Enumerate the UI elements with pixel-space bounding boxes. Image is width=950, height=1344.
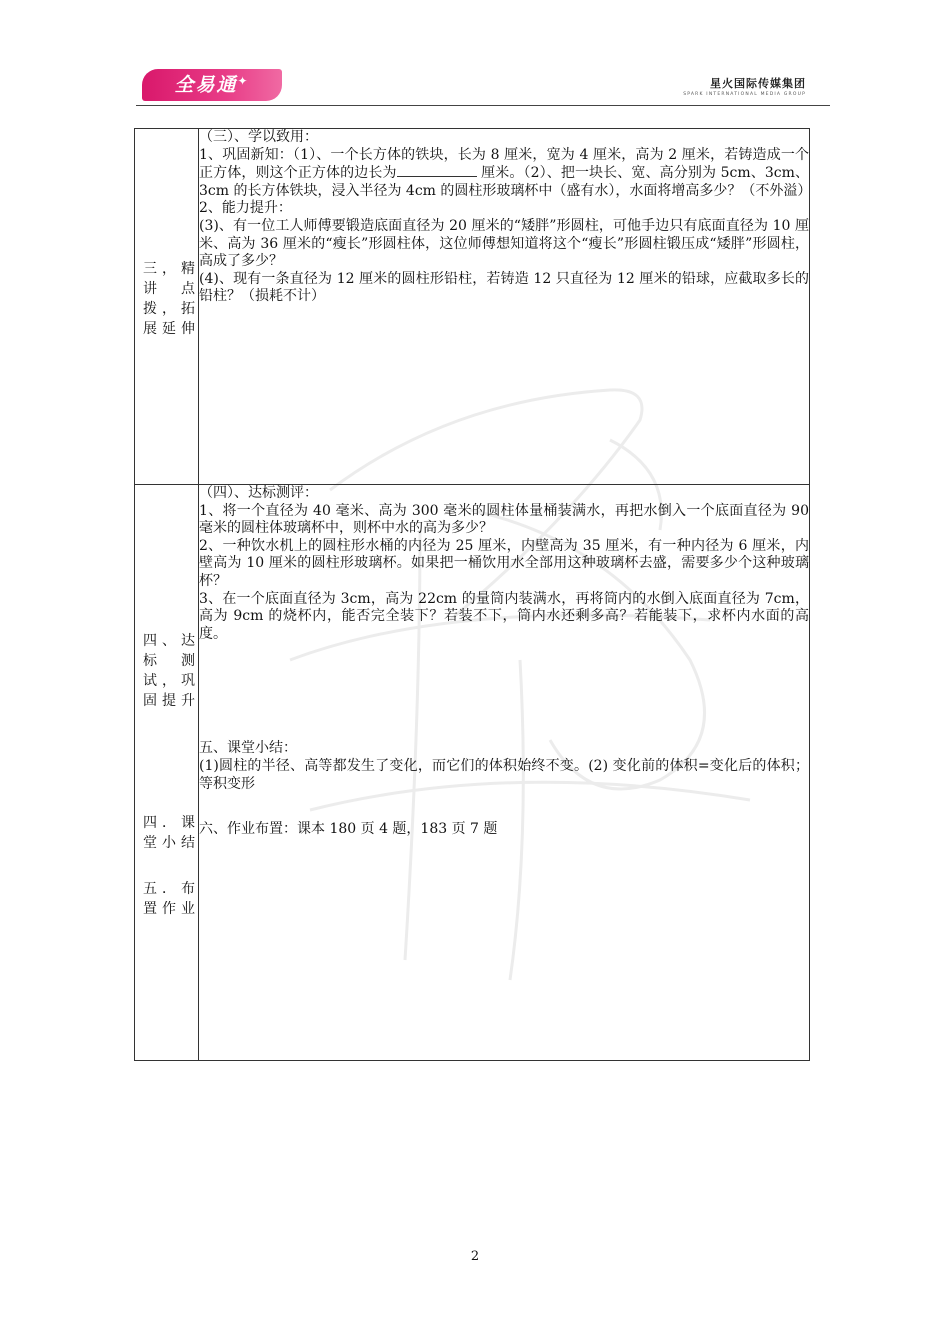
exercise-paragraph: 1、将一个直径为 40 毫米、高为 300 毫米的圆柱体量桶装满水，再把水倒入一个底面直径为 90 毫米的圆柱体玻璃杯中，则杯中水的高为多少？: [199, 502, 809, 537]
section-label-cell: [135, 485, 199, 1061]
logo-text: 全易通: [174, 74, 238, 96]
brand-logo: [142, 69, 282, 101]
exercise-paragraph: 1、巩固新知：（1）、一个长方体的铁块，长为 8 厘米，宽为 4 厘米，高为 2 厘米，若铸造成一个正方体，则这个正方体的边长为 厘米。（2）、把一块长、宽、高分别为 5cm、3cm、3cm 的长方体铁块，浸入半径为 4cm 的圆柱形玻璃杯中（盛有水），水面将增高多少？（不外溢）: [199, 146, 812, 199]
summary-heading: 五、课堂小结：: [199, 740, 297, 757]
subsection-heading: 2、能力提升：: [199, 200, 292, 217]
exercise-paragraph: 2、一种饮水机上的圆柱形水桶的内径为 25 厘米，内壁高为 35 厘米，有一种内径为 6 厘米，内壁高为 10 厘米的圆柱形玻璃杯。如果把一桶饮用水全部用这种玻璃杯去盛，需要多少个这种玻璃杯？: [199, 537, 809, 589]
section-label: 四、达标测试，巩固提升: [143, 633, 195, 709]
table-row: [135, 485, 810, 1061]
homework-text: 六、作业布置：课本 180 页 4 题，183 页 7 题: [199, 821, 498, 838]
page-number: 2: [470, 1249, 480, 1264]
summary-text: (1)圆柱的半径、高等都发生了变化，而它们的体积始终不变。(2) 变化前的体积=变化后的体积；等积变形: [199, 757, 809, 792]
answer-blank: [397, 164, 477, 177]
section-label: 四．课堂小结: [143, 815, 195, 851]
table-row: [135, 129, 810, 485]
section-content-cell: [199, 129, 810, 485]
star-icon: ✦: [237, 74, 250, 88]
publisher-brand: [683, 75, 806, 97]
exercise-paragraph: 3、在一个底面直径为 3cm，高为 22cm 的量筒内装满水，再将筒内的水倒入底面直径为 7cm，高为 9cm 的烧杯内，能否完全装下？若装不下，筒内水还剩多高？若能装下，求杯内水面的高度。: [199, 590, 809, 642]
section-heading: （四）、达标测评：: [199, 485, 318, 501]
section-heading: （三）、学以致用：: [199, 129, 318, 145]
exercise-paragraph: (3)、有一位工人师傅要锻造底面直径为 20 厘米的“矮胖”形圆柱，可他手边只有底面直径为 10 厘米、高为 36 厘米的“瘦长”形圆柱体，这位师傅想知道将这个“瘦长”形圆柱锻压成“矮胖”形圆柱，高成了多少？: [199, 217, 809, 270]
section-label: 五．布置作业: [143, 881, 195, 917]
section-label: 三，精讲点拨，拓展延伸: [143, 261, 195, 337]
header-divider: [136, 105, 830, 106]
publisher-name-en: SPARK INTERNATIONAL MEDIA GROUP: [683, 92, 806, 97]
exercise-paragraph: (4)、现有一条直径为 12 厘米的圆柱形铅柱，若铸造 12 只直径为 12 厘米的铅球，应截取多长的铅柱？（损耗不计）: [199, 270, 809, 305]
section-label-cell: [135, 129, 199, 485]
page-header: [136, 62, 830, 108]
lesson-table: [134, 128, 810, 1061]
section-content-cell: [199, 485, 810, 1061]
publisher-name: 星火国际传媒集团: [710, 77, 806, 90]
